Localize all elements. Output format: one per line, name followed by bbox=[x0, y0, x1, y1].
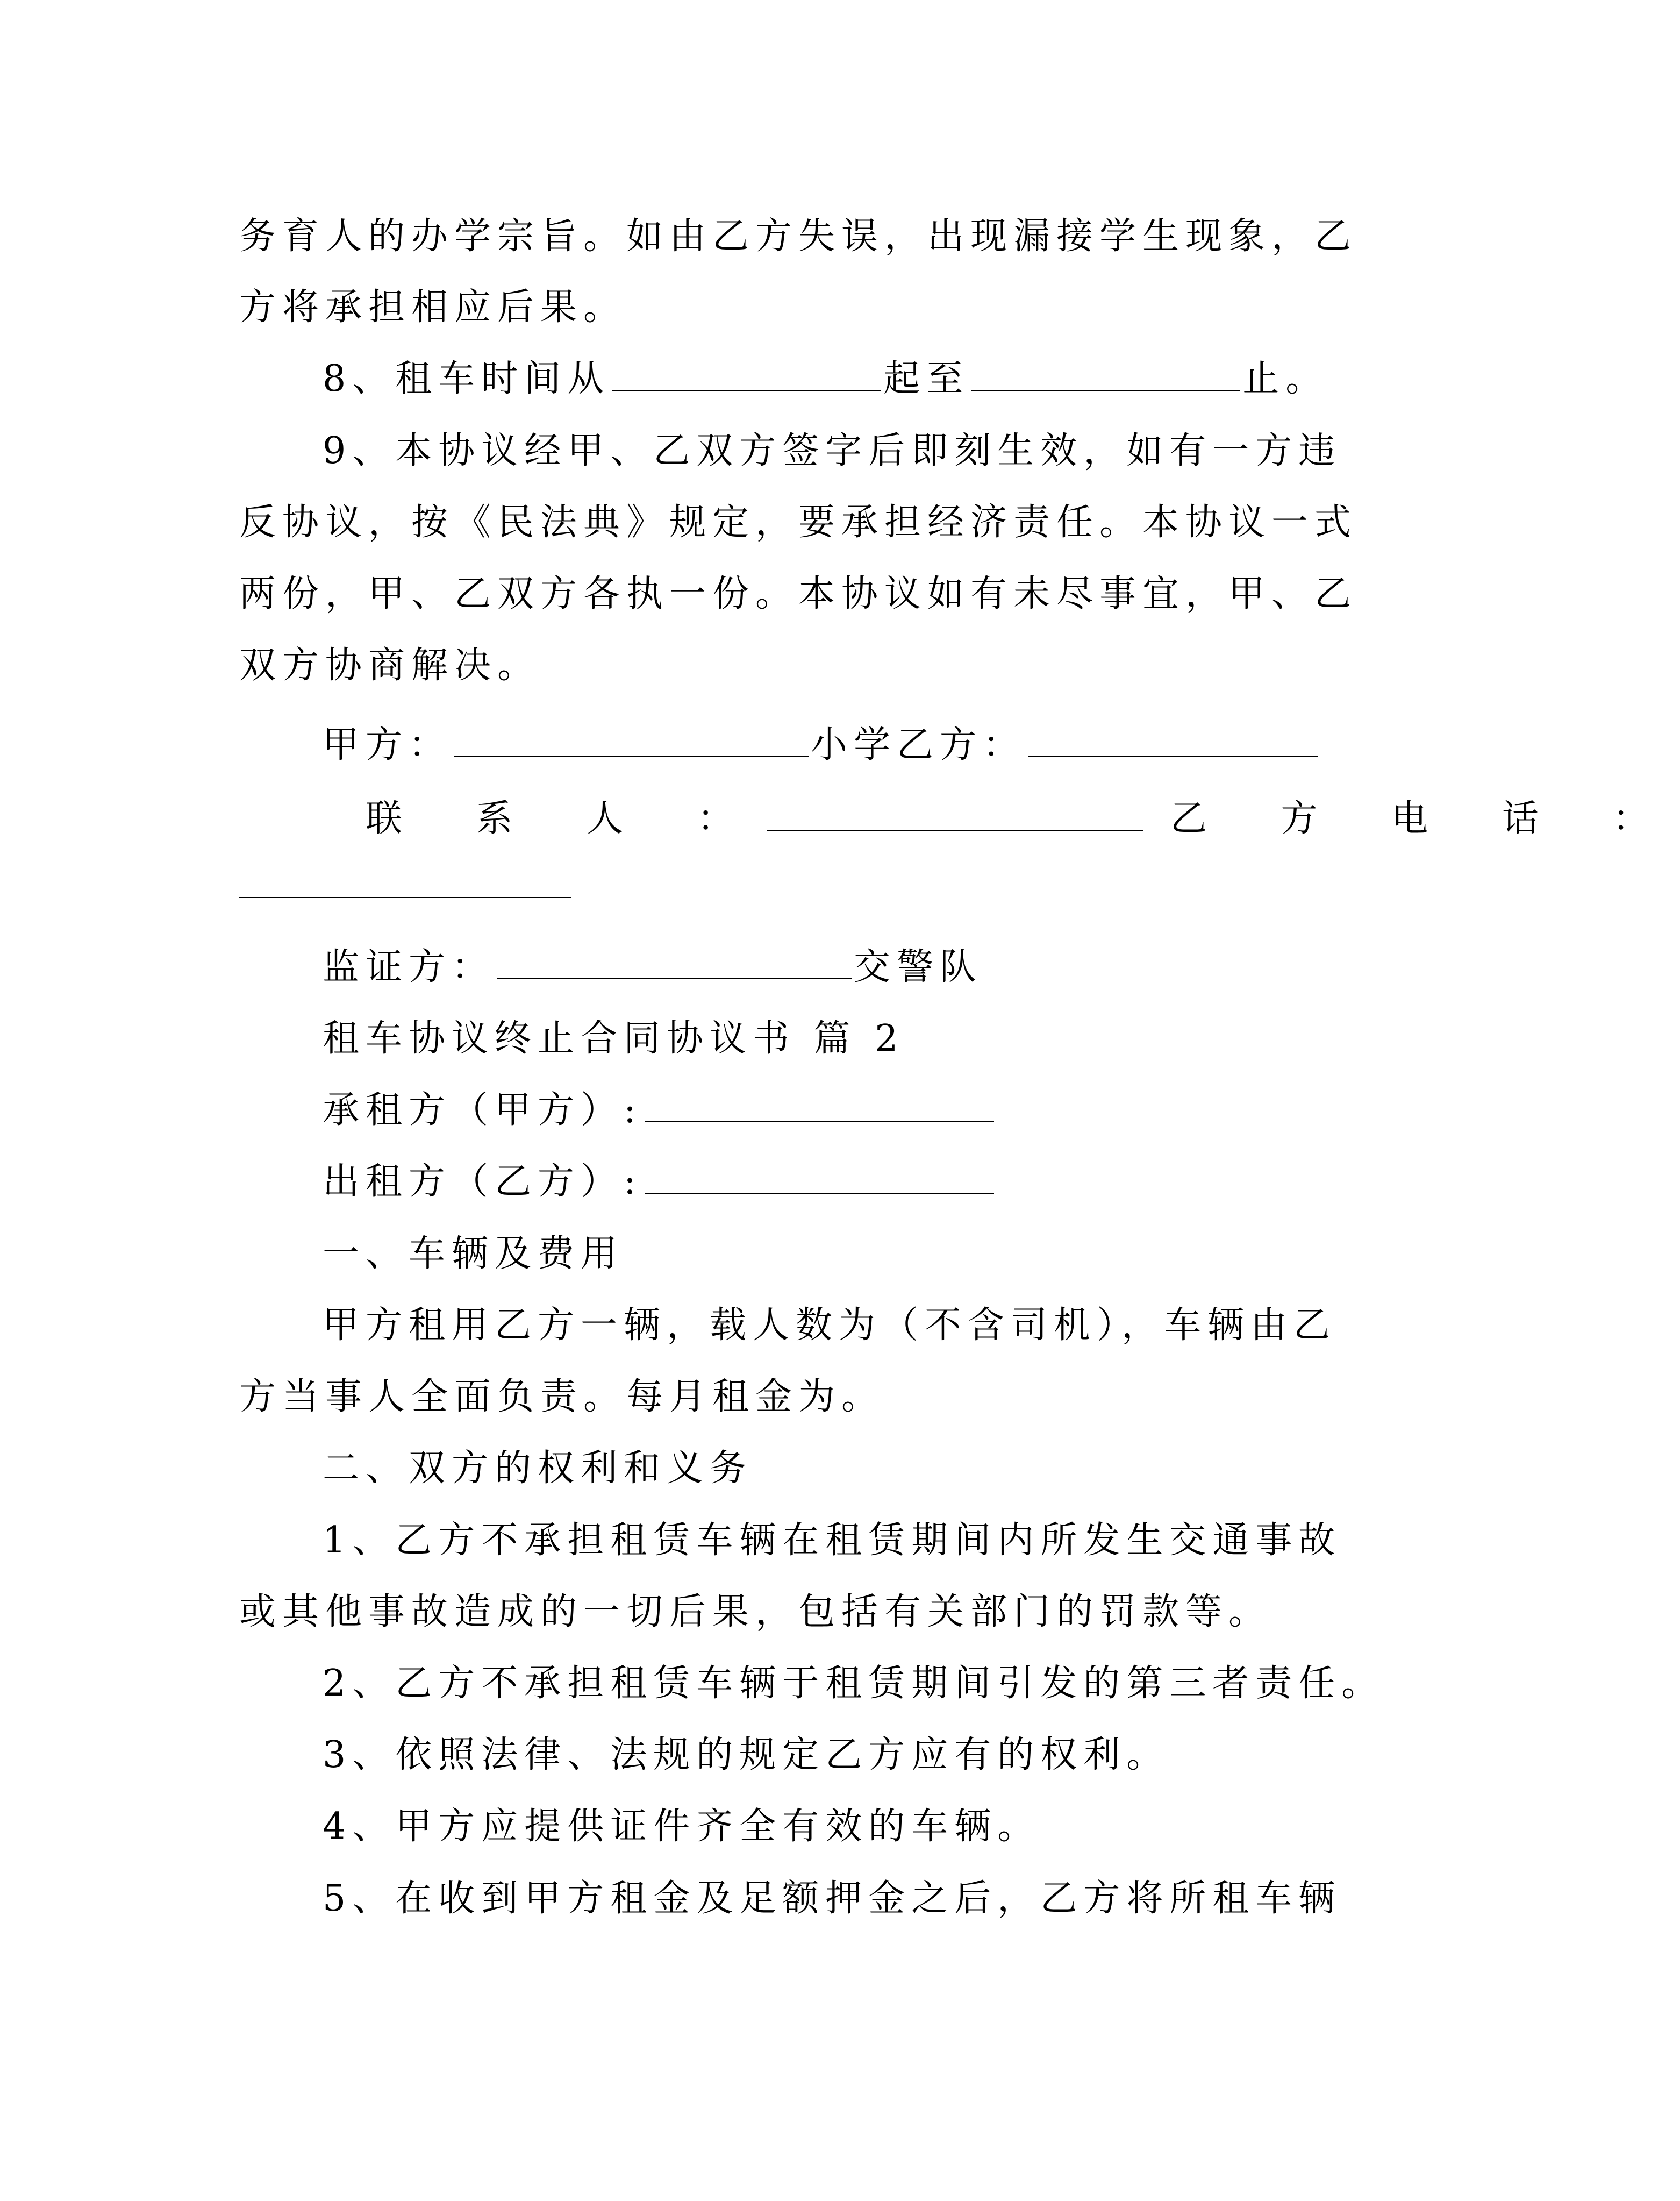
paragraph-line: 1、乙方不承担租赁车辆在租赁期间内所发生交通事故 bbox=[323, 1519, 1342, 1562]
contact-blank bbox=[767, 796, 1143, 831]
section-heading: 二、双方的权利和义务 bbox=[323, 1447, 753, 1490]
lessor-line bbox=[323, 1158, 996, 1206]
lessee-label: 承租方（甲方）: bbox=[323, 1089, 642, 1131]
party-b-blank bbox=[1028, 723, 1318, 757]
paragraph-line: 或其他事故造成的一切后果，包括有关部门的罚款等。 bbox=[239, 1591, 1272, 1633]
rental-period-to: 起至 bbox=[883, 358, 970, 400]
lessor-blank bbox=[645, 1159, 994, 1194]
phone-blank bbox=[239, 897, 571, 898]
witness-suffix: 交警队 bbox=[854, 946, 983, 988]
contact-line bbox=[366, 795, 1680, 843]
section-title: 租车协议终止合同协议书 篇 2 bbox=[323, 1017, 905, 1060]
paragraph-line: 务育人的办学宗旨。如由乙方失误，出现漏接学生现象，乙 bbox=[239, 215, 1358, 258]
paragraph-line: 方当事人全面负责。每月租金为。 bbox=[239, 1376, 885, 1418]
paragraph-line: 双方协商解决。 bbox=[239, 644, 541, 687]
paragraph-line: 3、依照法律、法规的规定乙方应有的权利。 bbox=[323, 1734, 1170, 1776]
paragraph-line: 反协议，按《民法典》规定，要承担经济责任。本协议一式 bbox=[239, 501, 1358, 544]
lessee-blank bbox=[645, 1088, 994, 1122]
signature-line bbox=[323, 721, 1320, 770]
rental-period-label: 8、租车时间从 bbox=[323, 358, 611, 400]
paragraph-line: 两份，甲、乙双方各执一份。本协议如有未尽事宜，甲、乙 bbox=[239, 573, 1358, 615]
paragraph-line: 4、甲方应提供证件齐全有效的车辆。 bbox=[323, 1805, 1041, 1848]
phone-label: 乙 方 电 话 ： bbox=[1170, 797, 1680, 840]
section-heading: 一、车辆及费用 bbox=[323, 1233, 624, 1275]
rental-period-line bbox=[323, 355, 1328, 403]
rental-start-blank bbox=[612, 357, 881, 391]
lessee-line bbox=[323, 1086, 996, 1135]
rental-end-blank bbox=[971, 357, 1240, 391]
paragraph-line: 9、本协议经甲、乙双方签字后即刻生效，如有一方违 bbox=[323, 430, 1342, 472]
witness-line bbox=[323, 943, 983, 992]
lessor-label: 出租方（乙方）: bbox=[323, 1160, 642, 1203]
party-a-label: 甲方： bbox=[323, 724, 452, 766]
paragraph-line: 方将承担相应后果。 bbox=[239, 286, 627, 329]
witness-label: 监证方： bbox=[323, 946, 495, 988]
paragraph-line: 5、在收到甲方租金及足额押金之后，乙方将所租车辆 bbox=[323, 1877, 1342, 1920]
witness-blank bbox=[497, 945, 852, 979]
party-a-blank bbox=[454, 723, 809, 757]
rental-period-end: 止。 bbox=[1242, 358, 1329, 400]
paragraph-line: 2、乙方不承担租赁车辆于租赁期间引发的第三者责任。 bbox=[323, 1662, 1385, 1705]
party-b-label: 小学乙方： bbox=[811, 724, 1026, 766]
contact-label: 联 系 人 ： bbox=[366, 797, 765, 840]
paragraph-line: 甲方租用乙方一辆，载人数为（不含司机），车辆由乙 bbox=[323, 1304, 1337, 1347]
